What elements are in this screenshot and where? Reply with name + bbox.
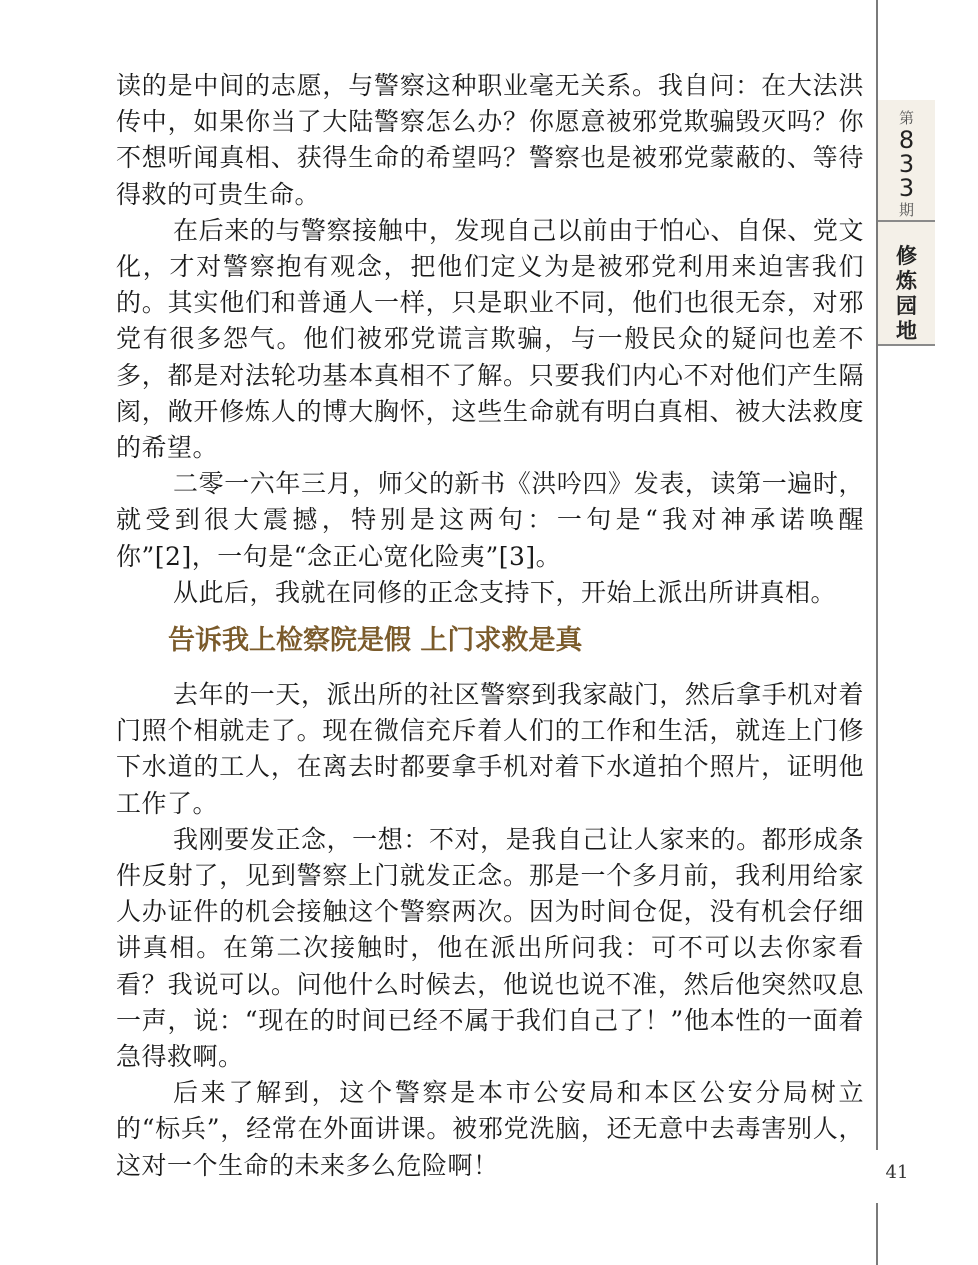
issue-suffix: 期	[898, 201, 914, 219]
paragraph: 后来了解到，这个警察是本市公安局和本区公安分局树立的“标兵”，经常在外面讲课。被邪党洗脑，还无意中去毒害别人，这对一个生命的未来多么危险啊！	[116, 1078, 864, 1180]
article-body	[116, 68, 864, 1184]
section-title-tab	[878, 222, 935, 346]
section-char: 园	[896, 294, 917, 318]
section-char: 炼	[896, 269, 917, 293]
issue-digit: 3	[898, 150, 915, 178]
paragraph: 二零一六年三月，师父的新书《洪吟四》发表，读第一遍时，就受到很大震撼，特别是这两句：一句是“我对神承诺唤醒你”[2]，一句是“念正心宽化险夷”[3]。	[116, 469, 864, 571]
paragraph: 我刚要发正念，一想：不对，是我自己让人家来的。都形成条件反射了，见到警察上门就发正念。那是一个多月前，我利用给家人办证件的机会接触这个警察两次。因为时间仓促，没有机会仔细讲真相。在第二次接触时，他在派出所问我：可不可以去你家看看？我说可以。问他什么时候去，他说也说不准，然后他突然叹息一声，说：“现在的时间已经不属于我们自己了！”他本性的一面着急得救啊。	[116, 824, 864, 1072]
paragraph: 读的是中间的志愿，与警察这种职业毫无关系。我自问：在大法洪传中，如果你当了大陆警察怎么办？你愿意被邪党欺骗毁灭吗？你不想听闻真相、获得生命的希望吗？警察也是被邪党蒙蔽的、等待得救的可贵生命。	[116, 71, 864, 209]
section-char: 地	[896, 319, 917, 343]
paragraph: 在后来的与警察接触中，发现自己以前由于怕心、自保、党文化，才对警察抱有观念，把他们定义为是被邪党利用来迫害我们的。其实他们和普通人一样，只是职业不同，他们也很无奈，对邪党有很多怨气。他们被邪党谎言欺骗，与一般民众的疑问也差不多，都是对法轮功基本真相不了解。只要我们内心不对他们产生隔阂，敞开修炼人的博大胸怀，这些生命就有明白真相、被大法救度的希望。	[116, 215, 864, 463]
page-number: 41	[885, 1162, 909, 1183]
issue-digit: 8	[898, 126, 915, 154]
section-heading: 告诉我上检察院是假 上门求救是真	[168, 625, 583, 657]
paragraph: 从此后，我就在同修的正念支持下，开始上派出所讲真相。	[173, 577, 837, 607]
margin-rule-bottom	[876, 1203, 878, 1265]
section-char: 修	[896, 244, 917, 268]
issue-digit: 3	[898, 174, 915, 202]
issue-prefix: 第	[898, 109, 914, 127]
issue-number-tab	[878, 100, 935, 222]
paragraph: 去年的一天，派出所的社区警察到我家敲门，然后拿手机对着门照个相就走了。现在微信充斥着人们的工作和生活，就连上门修下水道的工人，在离去时都要拿手机对着下水道拍个照片，证明他工作了。	[116, 680, 864, 818]
